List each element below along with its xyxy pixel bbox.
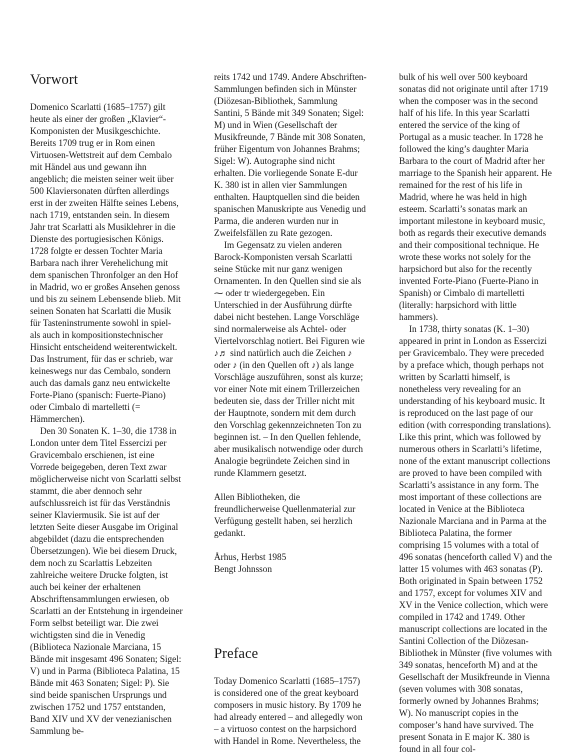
preface-paragraph: In 1738, thirty sonatas (K. 1–30) appeared in print in London as Essercizi per Gravicembalo. They were preceded by a preface which, though perhaps not written by Scarlatti himself, is nonetheless very revealing for an understanding of his keyboard music. It is reproduced on the last page of our edition (with corresponding translations). Like this print, which was followed by numerous others in Scarlatti’s lifetime, none of the extant manuscript collections are proved to have been compiled with Scarlatti’s assistance in any form. The most important of these collections are located in Venice at the Biblioteca Nazionale Marciana and in Parma at the Biblioteca Palatina, the former comprising 15 volumes with a total of 496 sonatas (henceforth called V) and the latter 15 volumes with 463 sonatas (P). Both originated in Spain between 1752 and 1757, except for volumes XIV and XV in the Venice collection, which were compiled in 1742 and 1749. Other manuscript collections are located in the Santini Collection of the Diözesan-Bibliothek in Münster (five volumes with 349 sonatas, henceforth M) and at the Gesellschaft der Musikfreunde in Vienna (seven volumes with 308 sonatas, formerly owned by Johannes Brahms; W). No manuscript copies in the composer’s hand have survived. The present Sonata in E major K. 380 is found in all four col- [399, 324, 552, 754]
column-middle [214, 71, 367, 747]
vorwort-paragraph: Im Gegensatz zu vielen anderen Barock-Komponisten versah Scarlatti seine Stücke mit nur ganz wenigen Ornamenten. In den Quellen sind sie als ⁓ oder tr wiedergegeben. Ein Unterschied in der Ausführung dürfte dabei nicht bestehen. Lange Vorschläge sind normalerweise als Achtel- oder Viertelvorschlag notiert. Bei Figuren wie ♪♬ sind natürlich auch die Zeichen ♪ oder ♪ (in den Quellen oft ♪) als lange Vorschläge auszuführen, sonst als kurze; vor einer Note mit einem Trillerzeichen bedeuten sie, dass der Triller nicht mit der Hauptnote, sondern mit dem durch den Vorschlag gekennzeichneten Ton zu beginnen ist. – In den Quellen fehlende, aber musikalisch notwendige oder durch Analogie begründete Zeichen sind in runde Klammern gesetzt. [214, 240, 365, 478]
author-name: Bengt Johnsson [214, 564, 272, 574]
vorwort-paragraph: Den 30 Sonaten K. 1–30, die 1738 in London unter dem Titel Essercizi per Gravicembalo erschienen, ist eine Vorrede beigegeben, deren Text zwar möglicherweise nicht von Scarlatti selbst stammt, die aber dennoch sehr aufschlussreich ist für das Verständnis seiner Klaviermusik. Sie ist auf der letzten Seite dieser Ausgabe im Original abgebildet (dazu die entsprechenden Übersetzungen). Wie bei diesem Druck, dem noch zu Scarlattis Lebzeiten zahlreiche weitere Drucke folgten, ist auch bei keiner der erhaltenen Abschriftensammlungen erwiesen, ob Scarlatti an der Entstehung in irgendeiner Form selbst beteiligt war. Die zwei wichtigsten sind die in Venedig (Biblioteca Nazionale Marciana, 15 Bände mit insgesamt 496 Sonaten; Sigel: V) und in Parma (Biblioteca Palatina, 15 Bände mit 463 Sonaten; Sigel: P). Sie sind beide spanischen Ursprungs und zwischen 1752 und 1757 entstanden, Band XIV und XV der venezianischen Sammlung be- [30, 426, 183, 736]
preface-paragraph: bulk of his well over 500 keyboard sonatas did not originate until after 1719 when the composer was in the second half of his life. In this year Scarlatti entered the service of the king of Portugal as a music teacher. In 1728 he followed the king’s daughter Maria Barbara to the court of Madrid after her marriage to the Spanish heir apparent. He remained for the rest of his life in Madrid, where he was held in high esteem. Scarlatti’s sonatas mark an important milestone in keyboard music, both as regards their executive demands and their compositional technique. He wrote these works not solely for the harpsichord but also for the recently invented Forte-Piano (Fuerte-Piano in Spanish) or Cimbalo di martelletti (literally: harpsichord with little hammers). [399, 72, 552, 322]
place-date: Århus, Herbst 1985 [214, 552, 287, 562]
preface-paragraph: Today Domenico Scarlatti (1685–1757) is considered one of the great keyboard composers in music history. By 1709 he had already entered – and allegedly won – a virtuoso contest on the harpsichord with Handel in Rome. Nevertheless, the [214, 676, 363, 746]
preface-heading: Preface [214, 646, 259, 662]
vorwort-paragraph: Domenico Scarlatti (1685–1757) gilt heute als einer der großen „Klavier“-Komponisten der Musikgeschichte. Bereits 1709 trug er in Rom einen Virtuosen-Wettstreit auf dem Cembalo mit Händel aus und gewann ihn angeblich; die meisten seiner weit über 500 Klaviersonaten dürften allerdings erst in der zweiten Hälfte seines Lebens, nach 1719, entstanden sein. In diesem Jahr trat Scarlatti als Musiklehrer in die Dienste des portugiesischen Königs. 1728 folgte er dessen Tochter Maria Barbara nach ihrer Verehelichung mit dem spanischen Thronfolger an den Hof in Madrid, wo er großes Ansehen genoss und bis zu seinem Lebensende blieb. Mit seinen Sonaten hat Scarlatti die Musik für Tasteninstrumente sowohl in spiel- als auch in kompositionstechnischer Hinsicht entscheidend weiterentwickelt. Das Instrument, für das er schrieb, war keineswegs nur das Cembalo, sondern auch das damals ganz neu entwickelte Forte-Piano (spanisch: Fuerte-Piano) oder Cimbalo di martelletti (= Hämmerchen). [30, 102, 181, 424]
spacer [214, 479, 367, 491]
column-left [30, 71, 183, 737]
spacer [214, 539, 367, 551]
signature-block [214, 551, 367, 575]
vorwort-heading: Vorwort [30, 72, 78, 88]
column-right [399, 71, 552, 755]
vorwort-acknowledgement: Allen Bibliotheken, die freundlicherweise Quellenmaterial zur Verfügung gestellt haben, sei herzlich gedankt. [214, 492, 356, 538]
vorwort-paragraph: reits 1742 und 1749. Andere Abschriften-Sammlungen befinden sich in Münster (Diözesan-Bibliothek, Sammlung Santini, 5 Bände mit 349 Sonaten; Sigel: M) und in Wien (Gesellschaft der Musikfreunde, 7 Bände mit 308 Sonaten, früher Eigentum von Johannes Brahms; Sigel: W). Autographe sind nicht erhalten. Die vorliegende Sonate E-dur K. 380 ist in allen vier Sammlungen enthalten. Hauptquellen sind die beiden spanischen Manuskripte aus Venedig und Parma, die anderen wurden nur in Zweifelsfällen zu Rate gezogen. [214, 72, 367, 238]
